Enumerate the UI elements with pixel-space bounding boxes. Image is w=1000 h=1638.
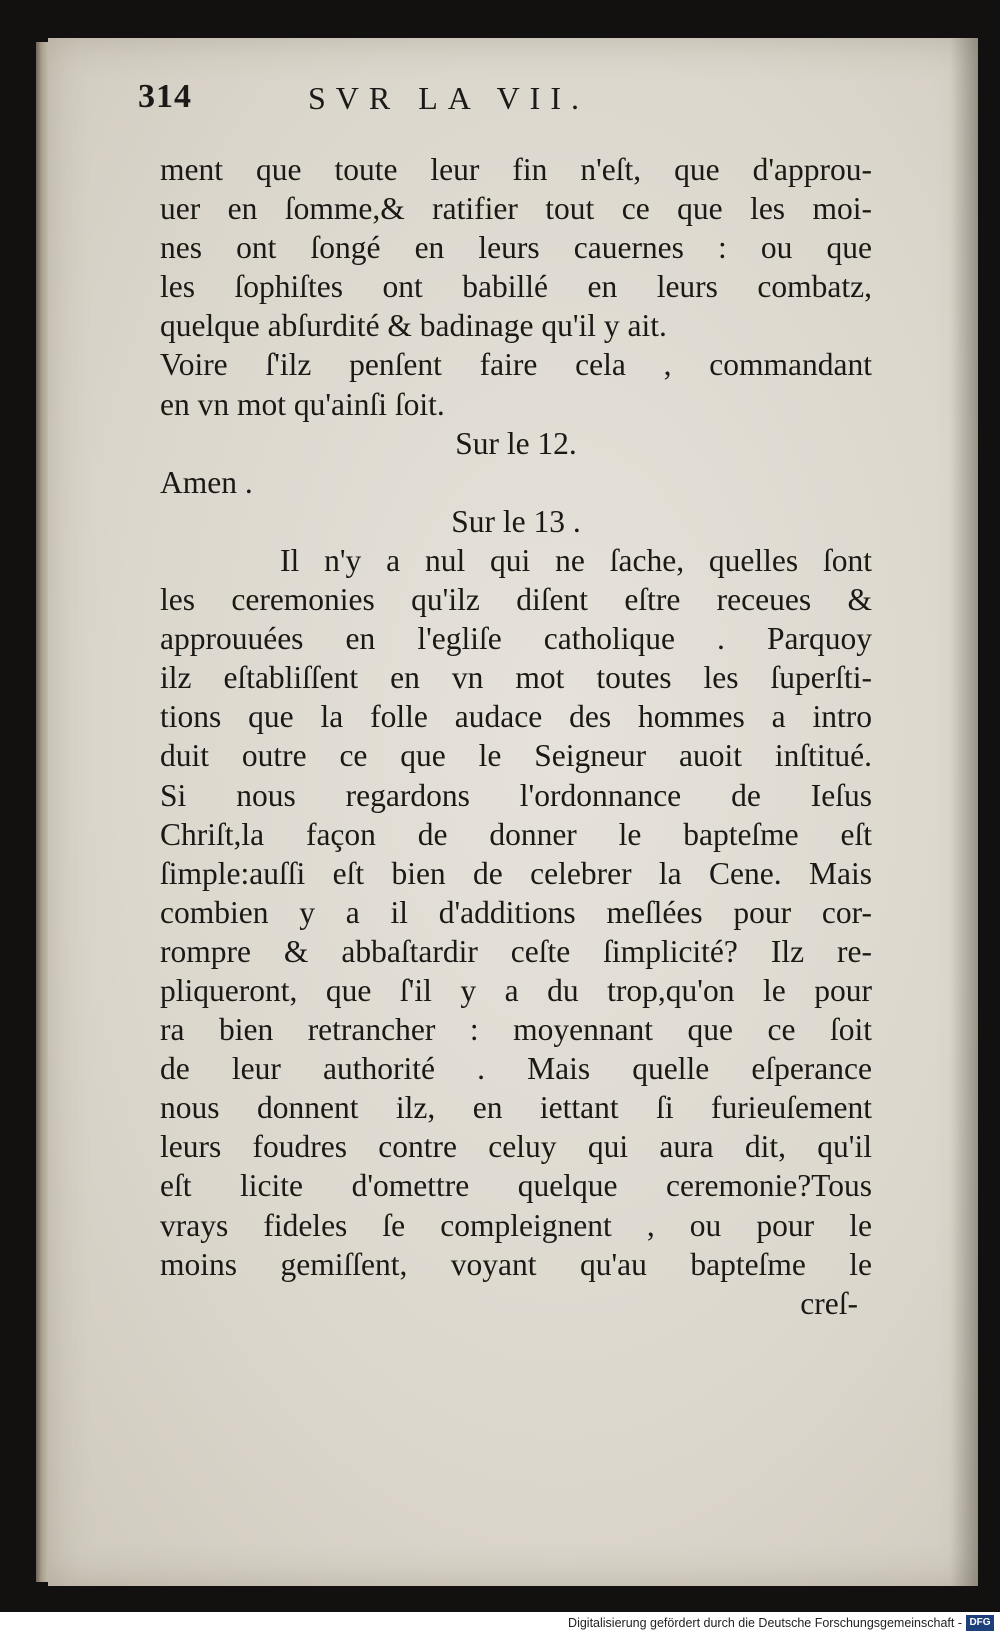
text-line: vrays fideles ſe compleignent , ou pour le — [160, 1207, 872, 1243]
text-line: ment que toute leur fin n'eſt, que d'approu- — [160, 152, 872, 187]
page-number: 314 — [138, 78, 192, 115]
text-line: ra bien retrancher : moyennant que ce ſoit — [160, 1012, 872, 1048]
text-line: Il n'y a nul qui ne ſache, quelles ſont — [280, 542, 872, 578]
text-line: Amen . — [160, 464, 253, 500]
text-line: rompre & abbaſtardir ceſte ſimplicité? Ilz re- — [160, 933, 872, 969]
text-line: uer en ſomme,& ratifier tout ce que les moi- — [160, 191, 872, 227]
text-line: les ceremonies qu'ilz diſent eſtre receues & — [160, 582, 872, 618]
binding-shadow — [950, 38, 978, 1586]
section-heading: Sur le 13 . — [451, 503, 581, 539]
text-line: nous donnent ilz, en iettant ſi furieuſement — [160, 1090, 872, 1126]
text-line: approuuées en l'egliſe catholique . Parquoy — [160, 621, 872, 657]
text-line: en vn mot qu'ainſi ſoit. — [160, 386, 445, 422]
text-line: ilz eſtabliſſent en vn mot toutes les ſuperſti- — [160, 660, 872, 696]
body-text — [160, 150, 872, 1323]
catchword: creſ- — [800, 1285, 858, 1321]
text-line: Voire ſ'ilz penſent faire cela , commandant — [160, 347, 872, 383]
text-line: combien y a il d'additions meſlées pour cor- — [160, 894, 872, 930]
section-heading: Sur le 12. — [455, 425, 577, 461]
text-line: moins gemiſſent, voyant qu'au bapteſme le — [160, 1246, 872, 1282]
dfg-logo: DFG — [966, 1615, 994, 1631]
text-line: les ſophiſtes ont babillé en leurs combatz, — [160, 269, 872, 305]
running-title: SVR LA VII. — [308, 80, 589, 116]
text-line: leurs foudres contre celuy qui aura dit, qu'il — [160, 1129, 872, 1165]
text-line: pliqueront, que ſ'il y a du trop,qu'on le pour — [160, 972, 872, 1008]
text-line: tions que la folle audace des hommes a intro — [160, 699, 872, 735]
text-line: Si nous regardons l'ordonnance de Ieſus — [160, 777, 872, 813]
text-line: ſimple:auſſi eſt bien de celebrer la Cene. Mais — [160, 855, 872, 891]
text-line: de leur authorité . Mais quelle eſperance — [160, 1051, 872, 1087]
page-header — [138, 78, 698, 128]
text-line: quelque abſurdité & badinage qu'il y ait. — [160, 308, 667, 344]
text-line: eſt licite d'omettre quelque ceremonie?Tous — [160, 1168, 872, 1204]
text-line: duit outre ce que le Seigneur auoit inſtitué. — [160, 738, 872, 774]
text-line: Chriſt,la façon de donner le bapteſme eſt — [160, 816, 872, 852]
text-line: nes ont ſongé en leurs cauernes : ou que — [160, 230, 872, 266]
footer-bar — [0, 1612, 1000, 1638]
funding-credit: Digitalisierung gefördert durch die Deutsche Forschungsgemeinschaft - — [568, 1616, 962, 1630]
